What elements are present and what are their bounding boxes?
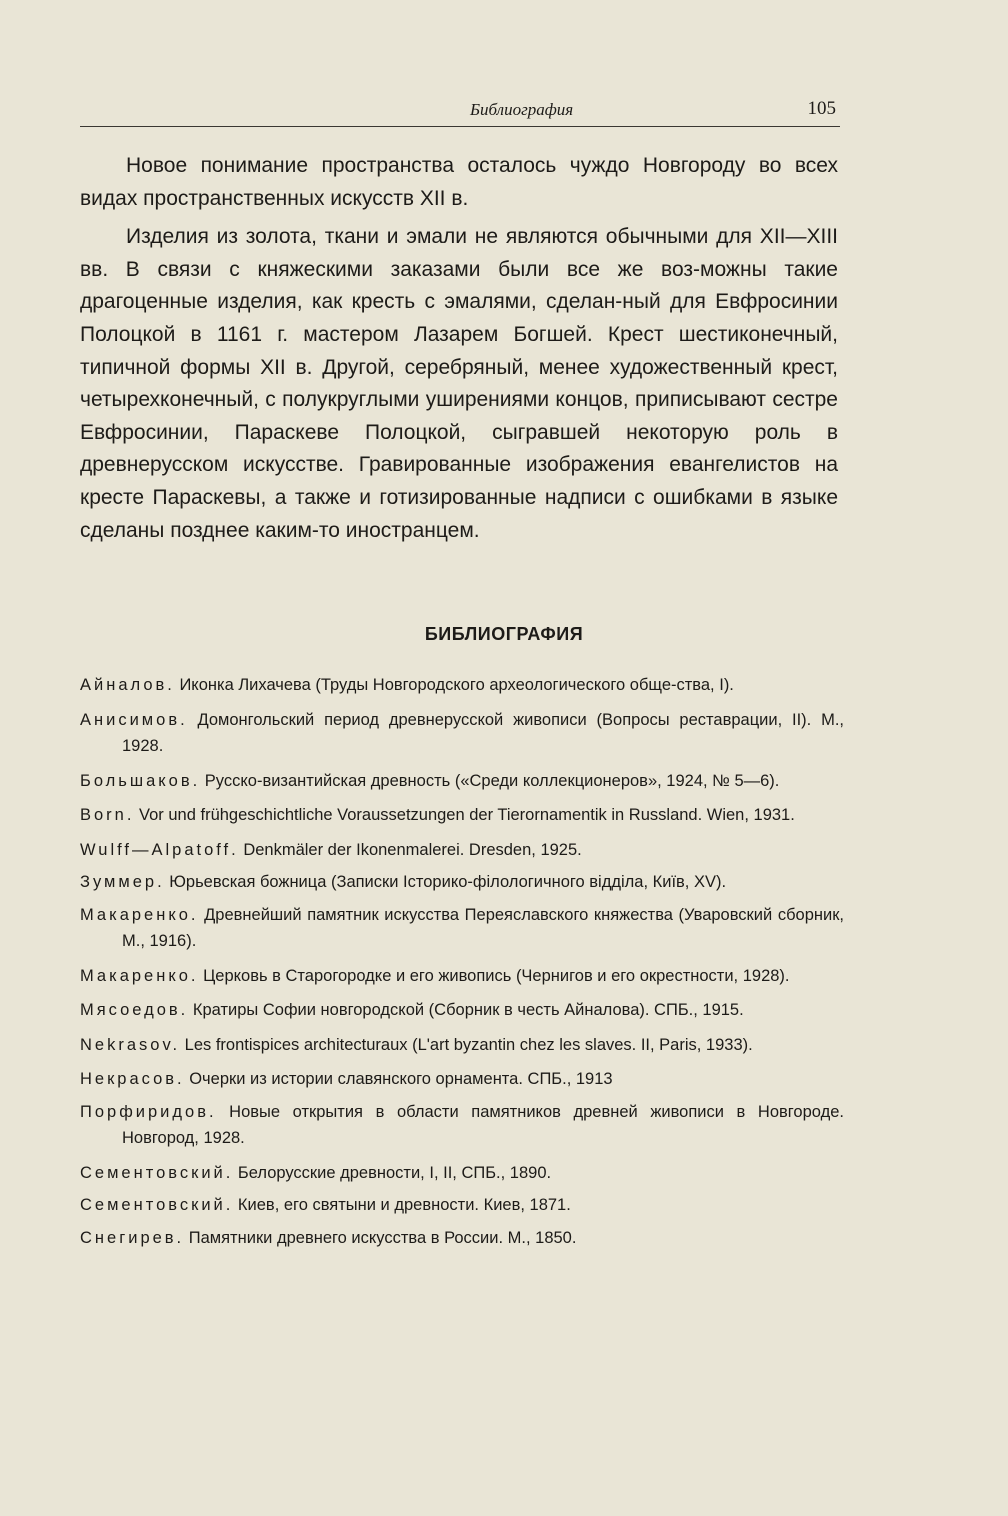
entry-author: Анисимов. [80, 710, 188, 729]
bibliography-entry [80, 1192, 844, 1219]
entry-author: Born. [80, 806, 135, 824]
bibliography-entry [80, 672, 844, 699]
bibliography-entry [80, 768, 844, 795]
entry-text: Древнейший памятник искусства Переяславского княжества (Уваровский сборник, М., 1916). [122, 905, 844, 950]
entry-text: Vor und frühgeschichtliche Voraussetzungen der Tierornamentik in Russland. Wien, 1931. [134, 806, 795, 824]
paragraph: Изделия из золота, ткани и эмали не являются обычными для XII—XIII вв. В связи с княжескими заказами были все же воз-можны такие драгоценные изделия, как кресть с эмалями, сделан-ный для Евфросинии Полоцкой в 1161 г. мастером Лазарем Богшей. Крест шестиконечный, типичной формы XII в. Другой, серебряный, менее художественный крест, четырехконечный, с полукруглыми уширениями концов, приписывают сестре Евфросинии, Параскеве Полоцкой, сыгравшей некоторую роль в древнерусском искусстве. Гравированные изображения евангелистов на кресте Параскевы, а также и готизированные надписи с ошибками в языке сделаны позднее каким-то иностранцем. [80, 225, 838, 542]
entry-text: Белорусские древности, I, II, СПБ., 1890. [233, 1163, 552, 1182]
bibliography-entry [80, 707, 844, 760]
entry-text: Памятники древнего искусства в России. М., 1850. [184, 1228, 577, 1247]
bibliography-entry [80, 1099, 844, 1152]
running-header [80, 92, 840, 127]
bibliography-entry [80, 902, 844, 955]
bibliography-list [80, 672, 844, 1257]
bibliography-entry [80, 802, 844, 829]
bibliography-entry [80, 1032, 844, 1059]
entry-author: Wulff—Alpatoff. [80, 840, 239, 859]
page-number: 105 [807, 98, 836, 119]
running-title: Библиография [470, 100, 574, 119]
entry-text: Юрьевская божница (Записки Історико-філологичного відділа, Київ, XV). [164, 873, 727, 891]
entry-author: Nekrasov. [80, 1035, 181, 1054]
entry-text: Кратиры Софии новгородской (Сборник в честь Айналова). СПБ., 1915. [188, 1001, 744, 1019]
entry-text: Les frontispices architecturaux (L'art byzantin chez les slaves. II, Paris, 1933). [180, 1035, 753, 1054]
entry-author: Большаков. [80, 771, 201, 790]
entry-author: Сементовский. [80, 1163, 234, 1182]
bibliography-entry [80, 997, 844, 1024]
entry-author: Макаренко. [80, 966, 199, 985]
entry-author: Айналов. [80, 676, 175, 694]
entry-text: Русско-византийская древность («Среди коллекционеров», 1924, № 5—6). [200, 771, 780, 790]
bibliography-heading: БИБЛИОГРАФИЯ [424, 624, 584, 644]
bibliography-entry [80, 1066, 844, 1093]
entry-author: Снегирев. [80, 1228, 185, 1247]
entry-text: Denkmäler der Ikonenmalerei. Dresden, 1925. [238, 840, 582, 859]
bibliography-entry [80, 963, 844, 990]
entry-author: Порфиридов. [80, 1102, 217, 1121]
entry-text: Иконка Лихачева (Труды Новгородского археологического обще-ства, I). [174, 676, 734, 694]
entry-author: Зуммер. [80, 873, 165, 891]
entry-text: Новые открытия в области памятников древней живописи в Новгороде. Новгород, 1928. [122, 1102, 844, 1147]
bibliography-entry [80, 1160, 844, 1187]
entry-text: Киев, его святыни и древности. Киев, 1871. [233, 1196, 571, 1214]
entry-author: Сементовский. [80, 1196, 234, 1214]
entry-text: Очерки из истории славянского орнамента. СПБ., 1913 [184, 1070, 613, 1088]
entry-author: Некрасов. [80, 1070, 185, 1088]
entry-author: Макаренко. [80, 905, 199, 924]
bibliography-entry [80, 837, 844, 864]
body-text [80, 150, 838, 553]
entry-text: Домонгольский период древнерусской живописи (Вопросы реставрации, II). М., 1928. [122, 710, 844, 755]
entry-text: Церковь в Старогородке и его живопись (Чернигов и его окрестности, 1928). [198, 966, 790, 985]
entry-author: Мясоедов. [80, 1001, 189, 1019]
bibliography-entry [80, 869, 844, 896]
paragraph: Новое понимание пространства осталось чуждо Новгороду во всех видах пространственных искусств XII в. [80, 154, 838, 210]
bibliography-entry [80, 1225, 844, 1252]
